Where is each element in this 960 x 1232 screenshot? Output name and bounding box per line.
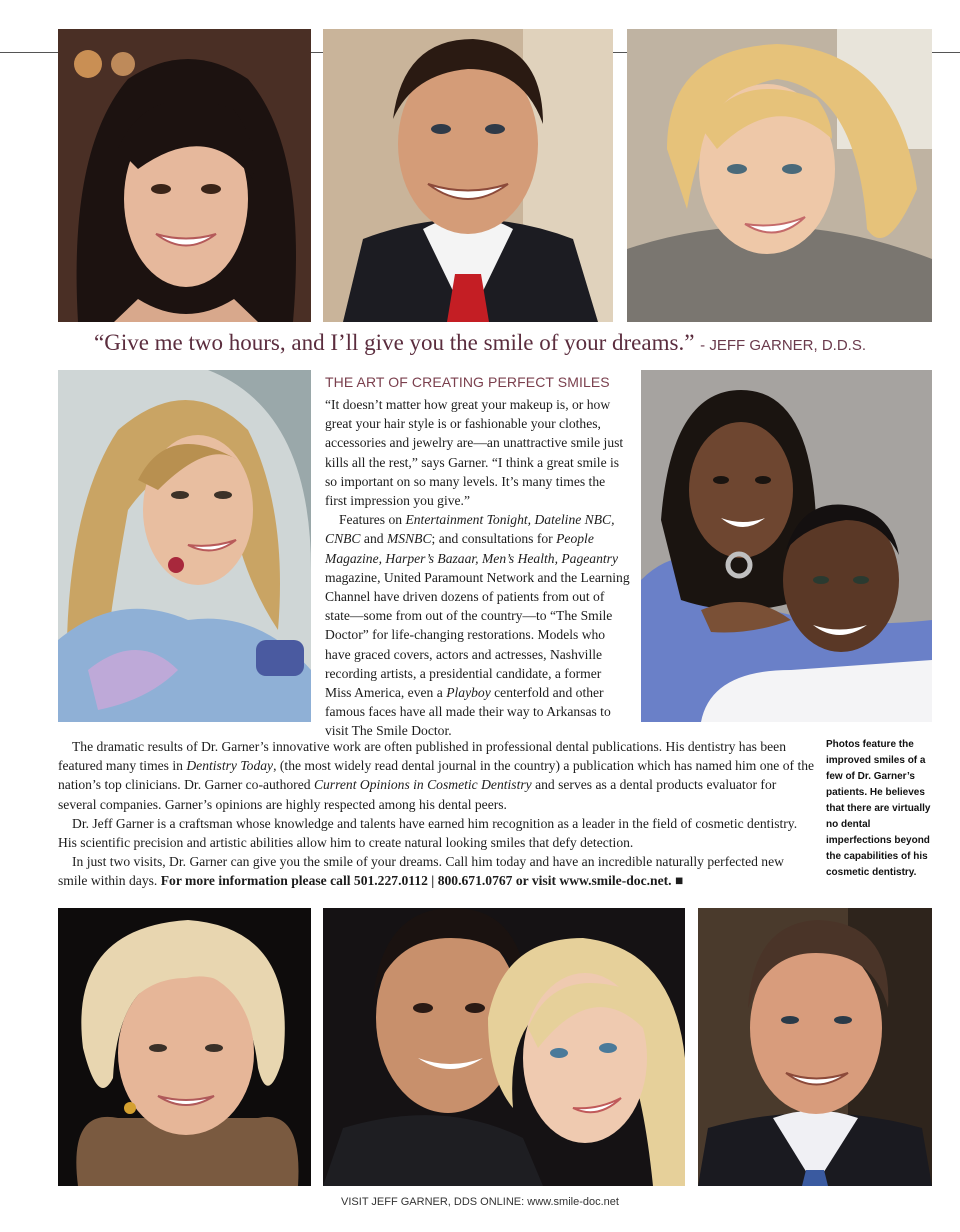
article-paragraph-3 [58, 737, 815, 814]
text-run: ; and consultations for [431, 531, 557, 547]
top-rule-gap-2 [613, 52, 627, 53]
article-paragraph-1: “It doesn’t matter how great your makeup is, or how great your hair style is or fashionable your clothes, accessories and jewelry are—an unattractive smile just kills all the rest,” says Garner. “I think a great smile is so important on so many levels. It’s many times the first impression you give.” [325, 397, 624, 509]
text-run: magazine, United Paramount Network and the Learning Channel have driven dozens of patients from out of state—some from out of the country—to “The Smile Doctor” for life-changing restorations. Models who have graced covers, actors and actresses, Nashville recording artists, a presidential candidate, a former Miss America, even a [325, 569, 630, 701]
photo-woman-dark-hair [58, 29, 311, 322]
photo-couple-studio [323, 908, 685, 1186]
text-run: The dramatic results of Dr. Garner’s innovative work are often published in professional dental publications. His dentistry has been featured many times in [58, 739, 786, 774]
journal-title: Dentistry Today [186, 758, 274, 774]
top-rule-right [932, 52, 960, 53]
text-run: In just two visits, Dr. Garner can give you the smile of your dreams. Call him today and have an incredible naturally perfected new smile within days. [58, 854, 784, 889]
article-paragraph-4: Dr. Jeff Garner is a craftsman whose knowledge and talents have earned him recognition as a leader in the field of cosmetic dentistry. His scientific precision and artistic abilities allow him to create natural looking smiles that defy detection. [58, 815, 798, 851]
top-rule-left [0, 52, 58, 53]
photo-caption: Photos feature the improved smiles of a few of Dr. Garner’s patients. He believes that there are virtually no dental imperfections beyond the capabilities of his cosmetic dentistry. [826, 739, 931, 878]
top-rule-gap-1 [311, 52, 323, 53]
photo-couple-outdoor [641, 370, 932, 722]
magazines: People Magazine, Harper’s Bazaar, Men’s Health, Pageantry [325, 531, 619, 566]
tv-shows: Entertainment Tonight, Dateline NBC, CNBC [325, 512, 615, 547]
book-title: Current Opinions in Cosmetic Dentistry [313, 777, 532, 793]
text-run: and [360, 531, 387, 547]
article-column [325, 395, 630, 741]
playboy: Playboy [446, 685, 491, 701]
article-heading: THE ART OF CREATING PERFECT SMILES [325, 374, 610, 390]
photo-woman-blonde [627, 29, 932, 322]
text-run: Features on [339, 512, 406, 528]
photo-woman-jewelry [58, 370, 311, 722]
article-full-width [58, 737, 815, 891]
footer-link: VISIT JEFF GARNER, DDS ONLINE: www.smile-doc.net [341, 1196, 619, 1208]
pull-quote [0, 330, 960, 356]
article-paragraph-5 [58, 852, 815, 890]
msnbc: MSNBC [386, 531, 432, 547]
quote-attribution: - JEFF GARNER, D.D.S. [700, 337, 866, 354]
text-run: centerfold and other famous faces have all made their way to Arkansas to visit The Smile Doctor. [325, 685, 611, 739]
article-paragraph-2 [325, 510, 630, 740]
photo-man-red-tie [323, 29, 613, 322]
photo-older-man [698, 908, 932, 1186]
text-run: and serves as a dental products evaluator for several companies. Garner’s opinions are highly respected among his dental peers. [58, 777, 777, 812]
photo-older-woman [58, 908, 311, 1186]
contact-info: For more information please call 501.227.0112 | 800.671.0767 or visit www.smile-doc.net. ■ [160, 873, 684, 889]
text-run: , (the most widely read dental journal in the country) a publication which has named him one of the nation’s top clinicians. Dr. Garner co-authored [58, 758, 815, 793]
quote-text: “Give me two hours, and I’ll give you the smile of your dreams.” [94, 330, 695, 355]
